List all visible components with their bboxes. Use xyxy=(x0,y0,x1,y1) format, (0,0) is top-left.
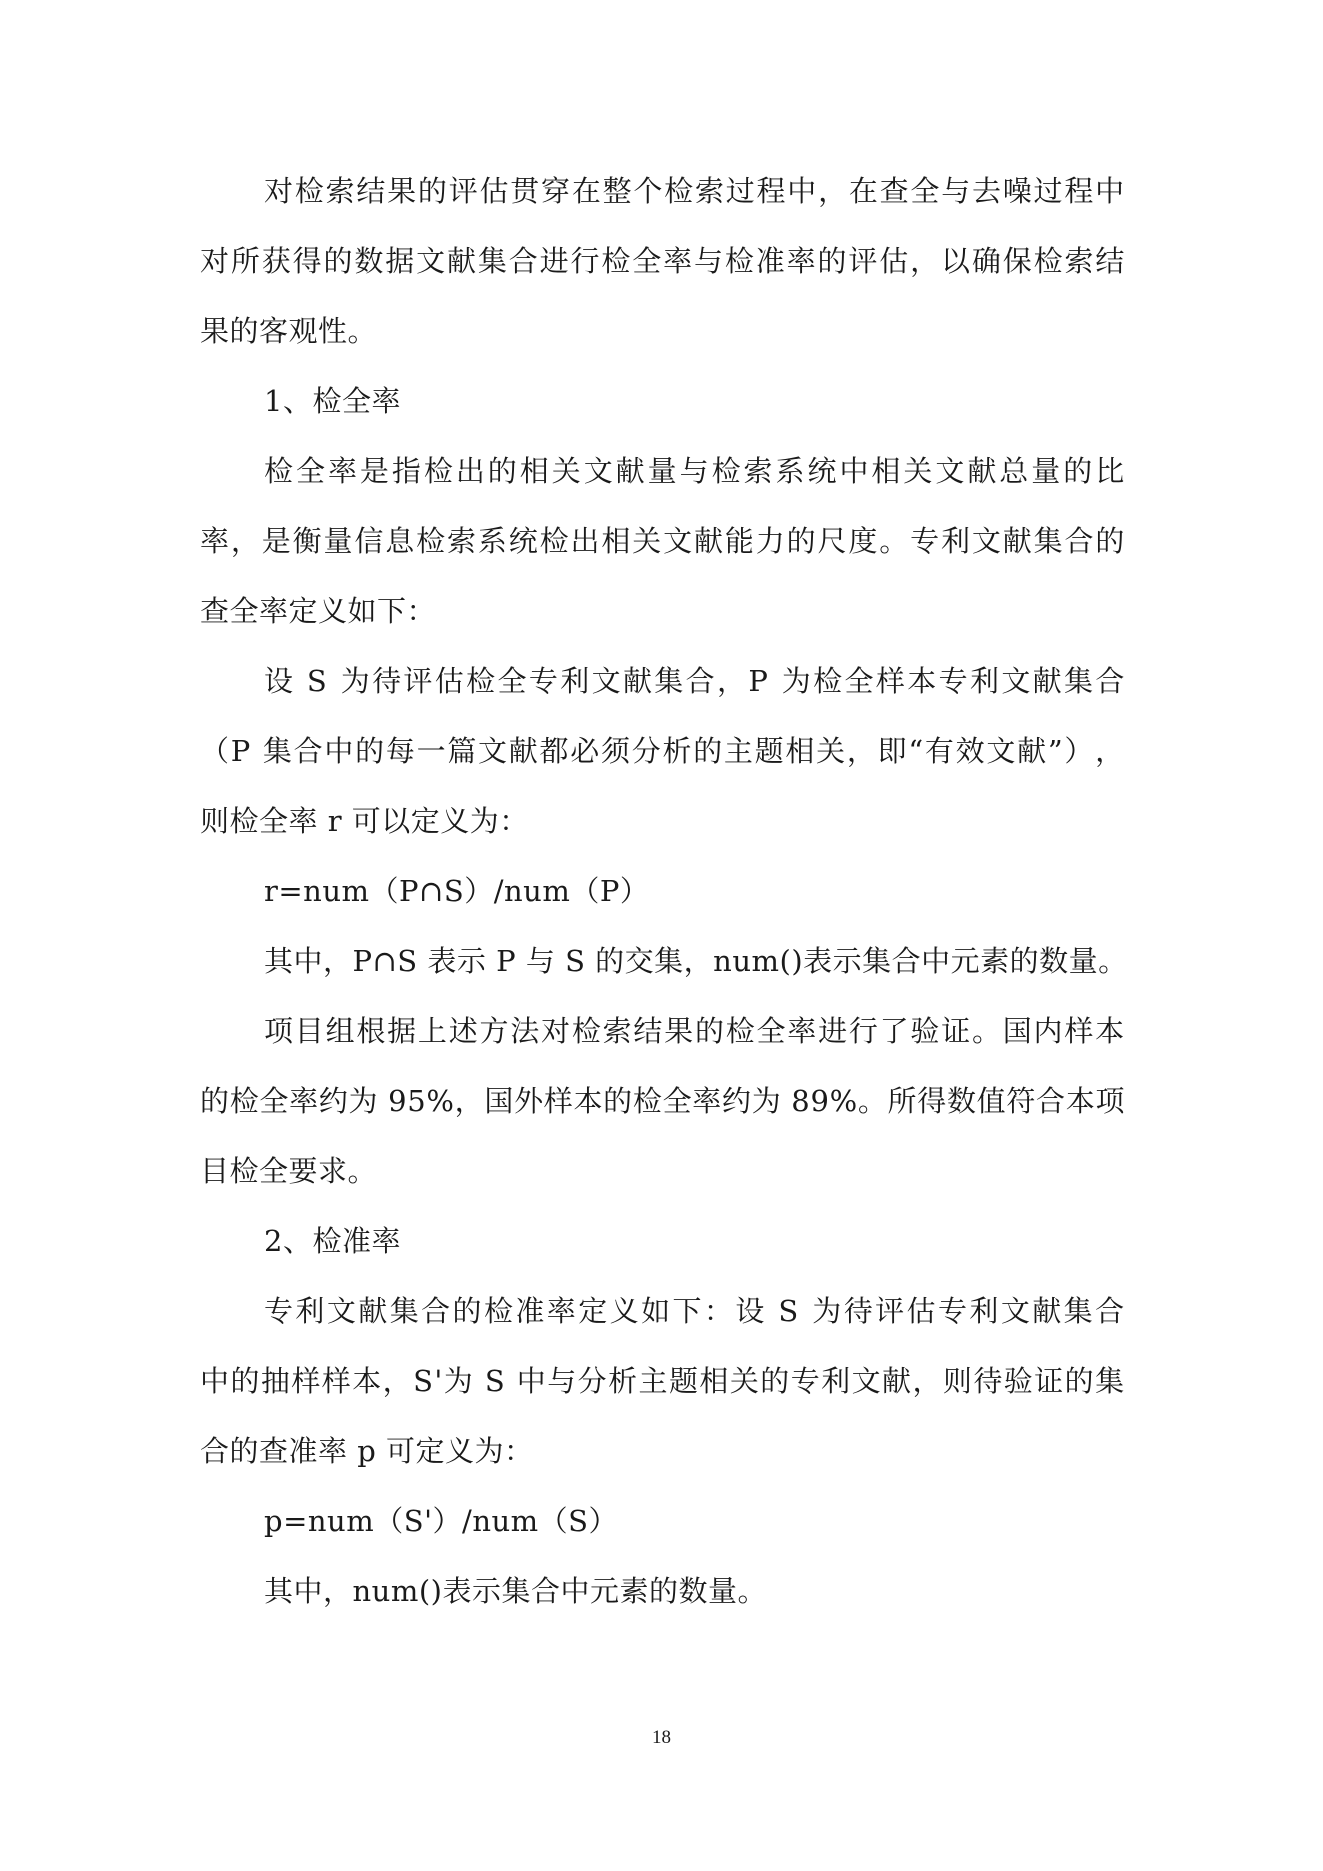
precision-formula: p=num（S'）/num（S） xyxy=(264,1504,619,1538)
precision-def-line-3: 合的查准率 p 可定义为： xyxy=(200,1434,534,1468)
recall-def-line-1-text: 检 全 率 是 指 检 出 的 相 关 文 献 量 与 检 索 系 统 中 相 关 文 献 总 量 的 比 xyxy=(264,454,1125,488)
precision-def-line-1 xyxy=(264,1291,1125,1331)
page-number: 18 xyxy=(652,1727,671,1748)
intro-line-3: 果的客观性。 xyxy=(200,314,378,348)
recall-formula: r=num（P∩S）/num（P） xyxy=(264,874,650,908)
section-heading-recall: 1、检全率 xyxy=(264,384,401,418)
recall-def-line-2 xyxy=(200,521,1125,561)
precision-def-line-1-text: 专 利 文 献 集 合 的 检 准 率 定 义 如 下 ： 设 S 为 待 评 估 专 利 文 献 集 合 xyxy=(264,1294,1125,1328)
intro-line-2-text: 对 所 获 得 的 数 据 文 献 集 合 进 行 检 全 率 与 检 准 率 的 评 估 ， 以 确 保 检 索 结 xyxy=(200,244,1125,278)
recall-result-line-2-text: 的 检 全 率 约 为 9 5 % ， 国 外 样 本 的 检 全 率 约 为 8 9 % 。 所 得 数 值 符 合 本 项 xyxy=(200,1084,1125,1118)
recall-result-line-1-text: 项 目 组 根 据 上 述 方 法 对 检 索 结 果 的 检 全 率 进 行 了 验 证 。 国 内 样 本 xyxy=(264,1014,1125,1048)
recall-result-line-3: 目检全要求。 xyxy=(200,1154,378,1188)
intro-line-2 xyxy=(200,241,1125,281)
recall-result-line-2 xyxy=(200,1081,1125,1121)
recall-result-line-1 xyxy=(264,1011,1125,1051)
recall-setup-line-1 xyxy=(264,661,1125,701)
recall-setup-line-2 xyxy=(200,731,1125,771)
recall-def-line-1 xyxy=(264,451,1125,491)
recall-def-line-3: 查全率定义如下： xyxy=(200,594,437,628)
recall-setup-line-1-text: 设 S 为 待 评 估 检 全 专 利 文 献 集 合 ， P 为 检 全 样 本 专 利 文 献 集 合 xyxy=(264,664,1125,698)
intro-line-1-text: 对 检 索 结 果 的 评 估 贯 穿 在 整 个 检 索 过 程 中 ， 在 查 全 与 去 噪 过 程 中 xyxy=(264,174,1125,208)
section-heading-precision: 2、检准率 xyxy=(264,1224,401,1258)
precision-def-line-2-text: 中 的 抽 样 样 本 ， S ' 为 S 中 与 分 析 主 题 相 关 的 专 利 文 献 ， 则 待 验 证 的 集 xyxy=(200,1364,1125,1398)
precision-explanation: 其中，num()表示集合中元素的数量。 xyxy=(264,1574,767,1608)
recall-setup-line-3: 则检全率 r 可以定义为： xyxy=(200,804,529,838)
recall-setup-line-2-text: （ P 集 合 中 的 每 一 篇 文 献 都 必 须 分 析 的 主 题 相 关 ， 即 “ 有 效 文 献 ” ） ， xyxy=(200,734,1125,768)
recall-explanation: 其中，P∩S 表示 P 与 S 的交集，num()表示集合中元素的数量。 xyxy=(264,944,1128,978)
recall-def-line-2-text: 率 ， 是 衡 量 信 息 检 索 系 统 检 出 相 关 文 献 能 力 的 尺 度 。 专 利 文 献 集 合 的 xyxy=(200,524,1125,558)
intro-line-1 xyxy=(264,171,1125,211)
precision-def-line-2 xyxy=(200,1361,1125,1401)
